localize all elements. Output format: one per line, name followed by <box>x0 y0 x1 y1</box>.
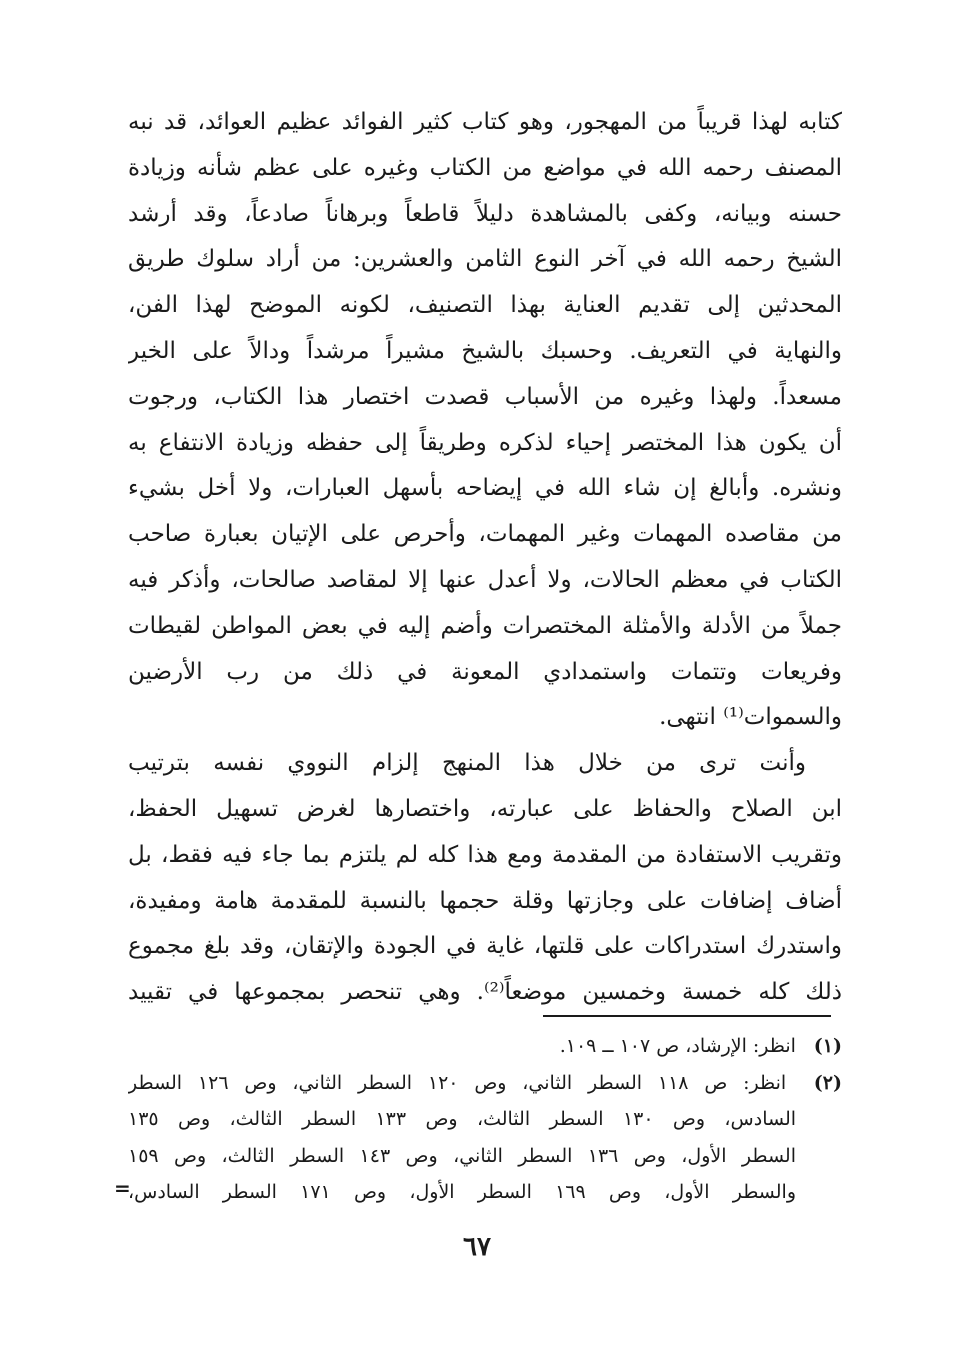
main-text <box>128 100 842 1016</box>
footnote-text: انظر: الإرشاد، ص ١٠٧ ــ ١٠٩. <box>559 1035 796 1057</box>
footnote-number: (١) <box>813 1035 842 1057</box>
text-line: ونشره. وأبالغ إن شاء الله في إيضاحه بأسهل العبارات، ولا أخل بشيء <box>128 475 842 502</box>
text-line: أن يكون هذا المختصر إحياء لذكره وطريقاً إلى حفظه وزيادة الانتفاع به <box>128 429 842 456</box>
text-line: والسموات⁽¹⁾ انتهى. <box>659 704 842 731</box>
footnote-2 <box>128 1065 842 1102</box>
text-line: وفريعات وتتمات واستمدادي المعونة في ذلك من رب الأرضين <box>128 658 842 685</box>
text-line: ذلك كله خمسة وخمسين موضعاً⁽²⁾. وهي تنحصر بمجموعها في تقييد <box>128 979 842 1006</box>
text-line: حسنه وبيانه، وكفى بالمشاهدة دليلاً قاطعاً وبرهاناً صادعاً، وقد أرشد <box>128 200 842 227</box>
footnote-separator <box>543 1015 831 1017</box>
text-line: وتقريب الاستفادة من المقدمة ومع هذا كله لم يلتزم بما جاء فيه فقط، بل <box>128 841 842 868</box>
footnote-number: (٢) <box>813 1071 842 1094</box>
text-line: المحدثين إلى تقديم العناية بهذا التصنيف، لكونه الموضح لهذا الفن، <box>128 292 842 319</box>
footnotes <box>128 1028 842 1211</box>
footnote-text: انظر: ص ١١٨ السطر الثاني، وص ١٢٠ السطر الثاني، وص ١٢٦ السطر <box>128 1071 787 1094</box>
text-line: من مقاصده المهمات وغير المهمات، وأحرص على الإتيان بعبارة صاحب <box>128 521 842 548</box>
page-number: ٦٧ <box>463 1232 491 1262</box>
footnote-line: والسطر الأول، وص ١٦٩ السطر الأول، وص ١٧١ السطر السادس، <box>128 1181 796 1203</box>
footnote-1 <box>128 1028 842 1065</box>
footnote-line: السطر الأول، وص ١٣٦ السطر الثاني، وص ١٤٣ السطر الثالث، وص ١٥٩ <box>128 1144 796 1167</box>
text-line: كتابه لهذا قريباً من المهجور، وهو كتاب كثير الفوائد عظيم العوائد، قد نبه <box>128 109 842 135</box>
paragraph-start-line: وأنت ترى من خلال هذا المنهج إلزام النووي نفسه بترتيب <box>128 750 806 777</box>
text-line: الشيخ رحمه الله في آخر النوع الثامن والعشرين: من أراد سلوك طريق <box>128 246 842 273</box>
text-line: واستدرك استدراكات على قلتها، غاية في الجودة والإتقان، وقد بلغ مجموع <box>128 933 842 960</box>
text-line: والنهاية في التعريف. وحسبك بالشيخ مشيراً مرشداً ودالاً على الخير <box>128 337 842 364</box>
text-line: جملاً من الأدلة والأمثلة المختصرات وأضم إليه في بعض المواطن لقيطات <box>128 612 842 639</box>
text-line: مسعداً. ولهذا وغيره من الأسباب قصدت اختصار هذا الكتاب، ورجوت <box>128 383 842 410</box>
text-line: المصنف رحمه الله في مواضع من الكتاب وغيره على عظم شأنه وزيادة <box>128 154 842 181</box>
text-line: الكتاب في معظم الحالات، ولا أعدل عنها إلا لمقاصد صالحات، وأذكر فيه <box>128 566 842 593</box>
footnote-line: السادس، وص ١٣٠ السطر الثالث، وص ١٣٣ السطر الثالث، وص ١٣٥ <box>128 1108 797 1130</box>
continuation-mark: = <box>114 1176 131 1200</box>
text-line: ابن الصلاح والحفاظ على عبارته، واختصارها لغرض تسهيل الحفظ، <box>128 795 842 822</box>
text-line: أضاف إضافات على وجازتها وقلة حجمها بالنسبة للمقدمة هامة ومفيدة، <box>128 887 842 914</box>
